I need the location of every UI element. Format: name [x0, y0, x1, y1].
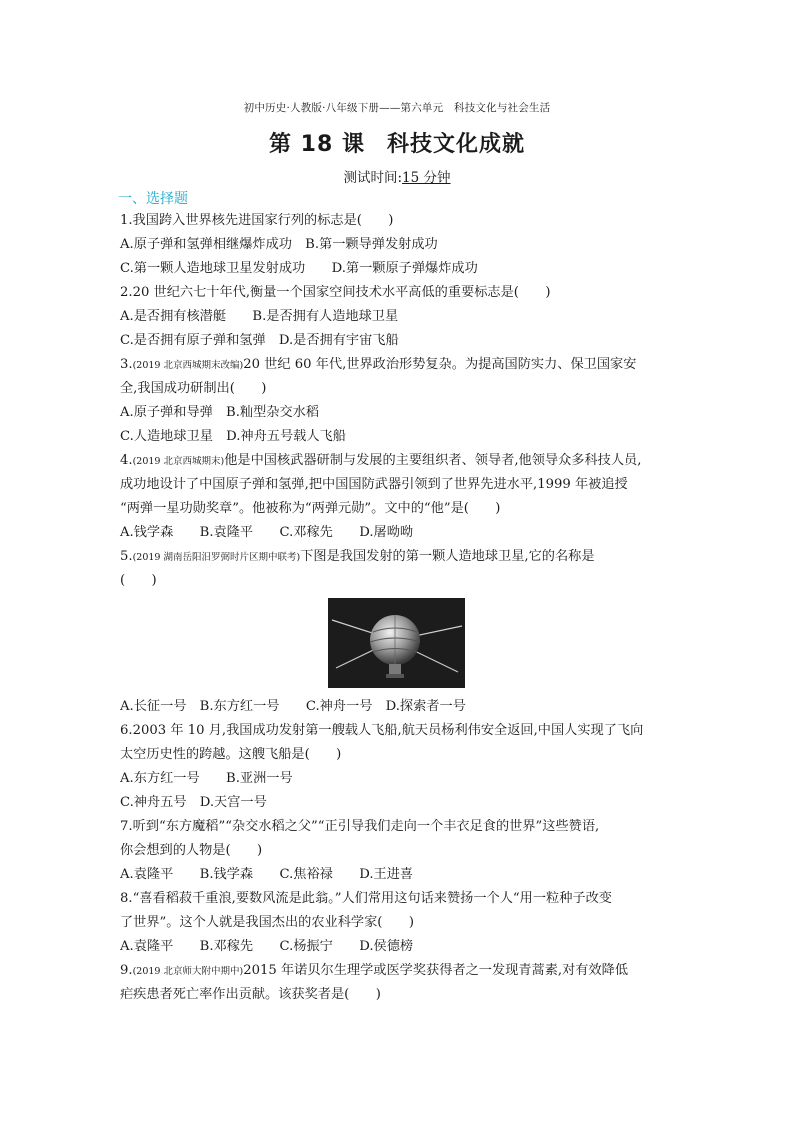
question-5-stem-line2: ( ) — [120, 573, 157, 588]
question-6-stem: 6.2003 年 10 月,我国成功发射第一艘载人飞船,航天员杨利伟安全返回,中国人实现了飞向 — [120, 723, 644, 738]
question-5-source: (2019 湖南岳阳汨罗弼时片区期中联考) — [132, 552, 301, 563]
question-6-options-1: A.东方红一号 B.亚洲一号 — [120, 771, 293, 786]
satellite-image — [328, 598, 465, 688]
question-8-options-1: A.袁隆平 B.邓稼先 C.杨振宁 D.侯德榜 — [120, 939, 414, 954]
page-title — [0, 127, 794, 158]
question-1-options-2: C.第一颗人造地球卫星发射成功 D.第一颗原子弹爆炸成功 — [120, 261, 478, 276]
question-9-text: 2015 年诺贝尔生理学或医学奖获得者之一发现青蒿素,对有效降低 — [243, 963, 629, 978]
test-time-value: 15 分钟 — [402, 170, 451, 186]
question-2-options-1: A.是否拥有核潜艇 B.是否拥有人造地球卫星 — [120, 309, 399, 324]
question-5-options-1: A.长征一号 B.东方红一号 C.神舟一号 D.探索者一号 — [120, 699, 466, 714]
question-9-source: (2019 北京师大附中期中) — [132, 966, 244, 977]
question-7-stem-line2: 你会想到的人物是( ) — [120, 843, 263, 858]
question-6-options-2: C.神舟五号 D.天宫一号 — [120, 795, 267, 810]
test-time-label: 测试时间: — [343, 170, 403, 186]
question-6-stem-line2: 太空历史性的跨越。这艘飞船是( ) — [120, 747, 342, 762]
question-4-text: 他是中国核武器研制与发展的主要组织者、领导者,他领导众多科技人员, — [224, 453, 642, 468]
lesson-number: 第 18 课 — [269, 132, 365, 157]
question-5-text: 下图是我国发射的第一颗人造地球卫星,它的名称是 — [300, 549, 595, 564]
question-3-text: 20 世纪 60 年代,世界政治形势复杂。为提高国防实力、保卫国家安 — [243, 357, 637, 372]
question-7-stem: 7.听到“东方魔稻”“杂交水稻之父”“正引导我们走向一个丰衣足食的世界”这些赞语, — [120, 819, 600, 834]
question-9-number: 9. — [120, 963, 133, 978]
question-8-stem: 8.“喜看稻菽千重浪,要数风流是此翁。”人们常用这句话来赞扬一个人“用一粒种子改变 — [120, 891, 612, 906]
question-5-stem — [120, 548, 595, 567]
question-4-source: (2019 北京西城期末) — [132, 456, 225, 467]
question-4-stem-line2: 成功地设计了中国原子弹和氢弹,把中国国防武器引领到了世界先进水平,1999 年被追授 — [120, 477, 628, 492]
question-3-options-1: A.原子弹和导弹 B.籼型杂交水稻 — [120, 405, 320, 420]
question-4-stem-line3: “两弹一星功勋奖章”。他被称为“两弹元勋”。文中的“他”是( ) — [120, 501, 501, 516]
test-time — [0, 166, 794, 186]
question-9-stem — [120, 962, 628, 981]
section-title: 一、选择题 — [118, 191, 188, 207]
question-1-options-1: A.原子弹和氢弹相继爆炸成功 B.第一颗导弹发射成功 — [120, 237, 438, 252]
page-header: 初中历史·人教版·八年级下册——第六单元 科技文化与社会生活 — [243, 102, 551, 114]
question-4-number: 4. — [120, 453, 133, 468]
lesson-name: 科技文化成就 — [386, 132, 525, 157]
question-8-stem-line2: 了世界”。这个人就是我国杰出的农业科学家( ) — [120, 915, 414, 930]
question-9-stem-line2: 疟疾患者死亡率作出贡献。该获奖者是( ) — [120, 987, 381, 1002]
question-2-options-2: C.是否拥有原子弹和氢弹 D.是否拥有宇宙飞船 — [120, 333, 399, 348]
question-3-number: 3. — [120, 357, 133, 372]
question-2-stem: 2.20 世纪六七十年代,衡量一个国家空间技术水平高低的重要标志是( ) — [120, 285, 551, 300]
question-4-stem — [120, 452, 641, 471]
satellite-photo — [328, 598, 465, 688]
question-1-stem: 1.我国跨入世界核先进国家行列的标志是( ) — [120, 213, 394, 228]
question-3-options-2: C.人造地球卫星 D.神舟五号载人飞船 — [120, 429, 346, 444]
question-3-stem — [120, 356, 636, 375]
question-3-source: (2019 北京西城期末改编) — [132, 360, 244, 371]
question-4-options-1: A.钱学森 B.袁隆平 C.邓稼先 D.屠呦呦 — [120, 525, 414, 540]
question-7-options-1: A.袁隆平 B.钱学森 C.焦裕禄 D.王进喜 — [120, 867, 414, 882]
question-5-number: 5. — [120, 549, 133, 564]
question-3-stem-line2: 全,我国成功研制出( ) — [120, 381, 267, 396]
